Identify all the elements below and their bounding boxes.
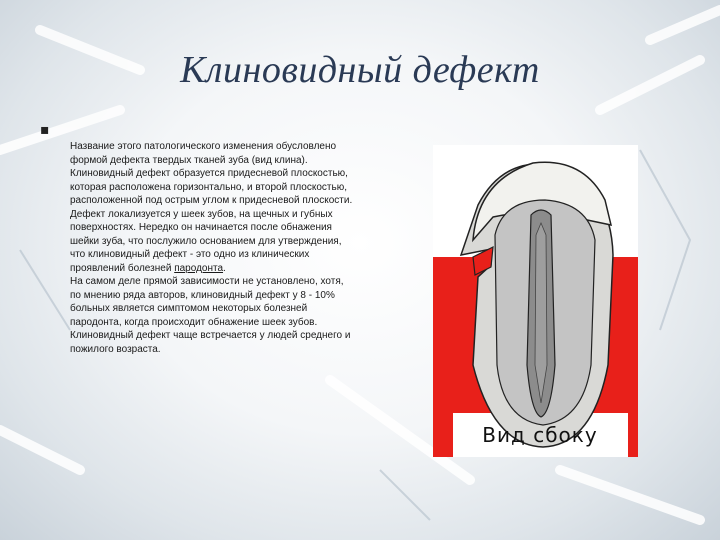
slide-title: Клиновидный дефект xyxy=(180,49,540,91)
tooth-side-view-figure xyxy=(433,145,638,457)
body-text xyxy=(70,140,355,356)
periodontium-link[interactable]: пародонта xyxy=(174,262,224,274)
bullet-marker: ▪ xyxy=(40,122,50,138)
pulp-ridge xyxy=(535,223,547,403)
paragraph-3: Клиновидный дефект чаще встречается у людей среднего и пожилого возраста. xyxy=(70,330,351,355)
figure-caption: Вид сбоку xyxy=(482,423,598,447)
tooth-diagram xyxy=(433,145,638,457)
paragraph-2: На самом деле прямой зависимости не установлено, хотя, по мнению ряда авторов, клиновидный дефект у 8 - 10% больных является симптомом некоторых болезней пародонта, когда происходит обнажение шеек зубов. xyxy=(70,276,344,328)
paragraph-1-end: . xyxy=(223,262,226,274)
paragraph-1: Название этого патологического изменения обусловлено формой дефекта твердых тканей зуба (вид клина). Клиновидный дефект образуется придесневой плоскостью, которая расположена горизонтально, и второй плоскостью, расположенной под острым углом к придесневой плоскости. Дефект локализуется у шеек зубов, на щечных и губных поверхностях. Нередко он начинается после обнажения шейки зуба, что послужило основанием для утверждения, что клиновидный дефект - это одно из клинических проявлений болезней xyxy=(70,141,353,274)
